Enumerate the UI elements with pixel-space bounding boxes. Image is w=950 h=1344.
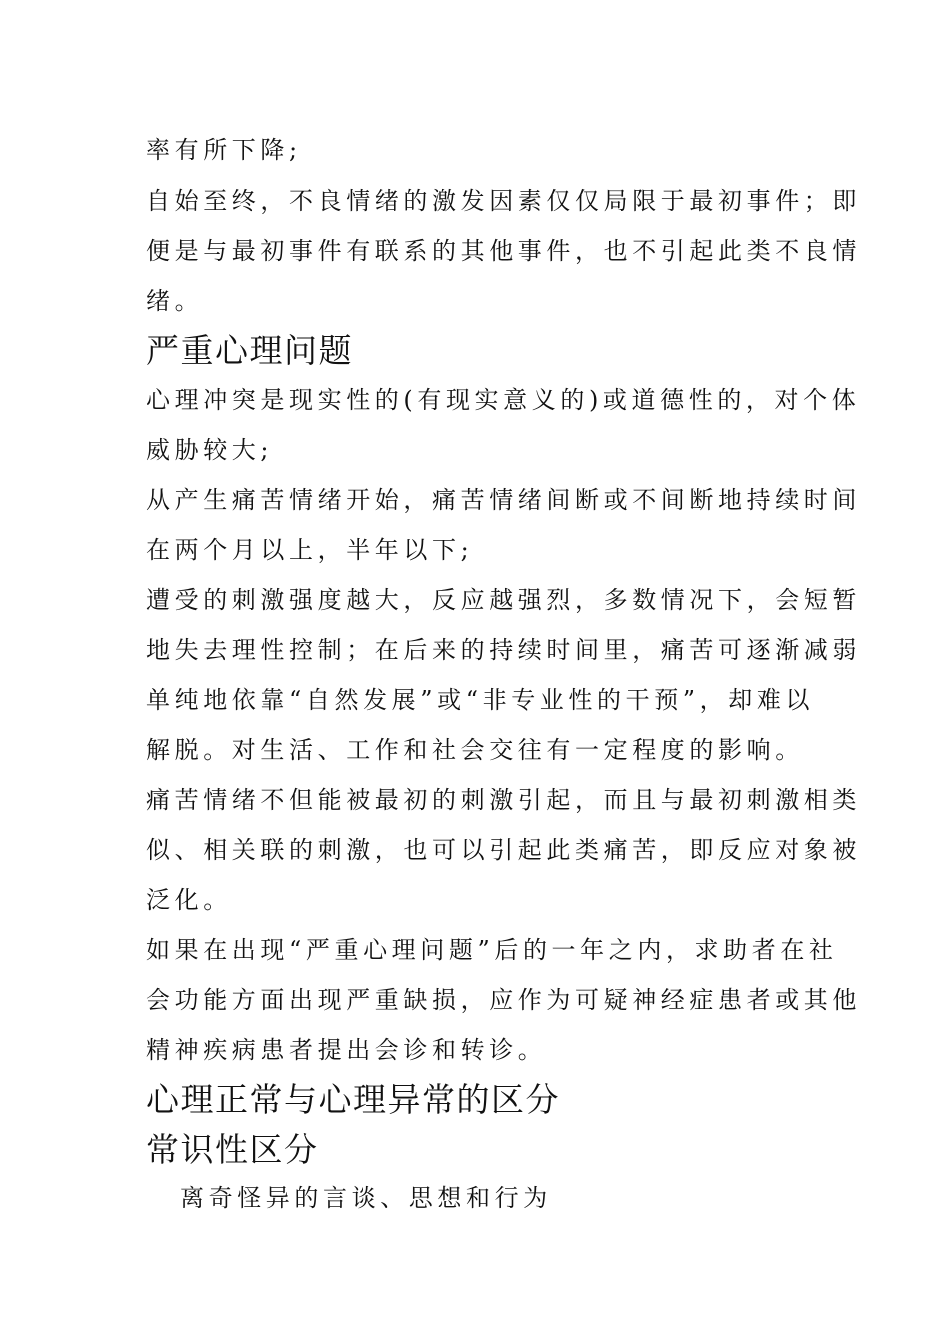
paragraph-line: 在两个月以上，半年以下;: [146, 536, 474, 564]
paragraph-line: 解脱。对生活、工作和社会交往有一定程度的影响。: [146, 736, 804, 764]
paragraph-line: 率有所下降;: [146, 136, 302, 164]
paragraph-line: 单纯地依靠“自然发展”或“非专业性的干预”，却难以: [146, 686, 815, 714]
paragraph-line: 从产生痛苦情绪开始，痛苦情绪间断或不间断地持续时间: [146, 486, 861, 514]
list-item: 离奇怪异的言谈、思想和行为: [180, 1184, 552, 1212]
paragraph-line: 便是与最初事件有联系的其他事件，也不引起此类不良情: [146, 237, 861, 265]
paragraph-line: 痛苦情绪不但能被最初的刺激引起，而且与最初刺激相类: [146, 786, 861, 814]
paragraph-line: 遭受的刺激强度越大，反应越强烈，多数情况下，会短暂: [146, 586, 861, 614]
paragraph-line: 心理冲突是现实性的(有现实意义的)或道德性的，对个体: [146, 386, 861, 414]
paragraph-line: 如果在出现“严重心理问题”后的一年之内，求助者在社: [146, 936, 838, 964]
paragraph-line: 威胁较大;: [146, 436, 274, 464]
paragraph-line: 绪。: [146, 287, 204, 315]
section-heading-distinction: 心理正常与心理异常的区分: [146, 1080, 560, 1119]
paragraph-line: 似、相关联的刺激，也可以引起此类痛苦，即反应对象被: [146, 836, 861, 864]
paragraph-line: 精神疾病患者提出会诊和转诊。: [146, 1036, 547, 1064]
paragraph-line: 泛化。: [146, 886, 232, 914]
subsection-heading-common-sense: 常识性区分: [146, 1130, 319, 1169]
paragraph-line: 自始至终，不良情绪的激发因素仅仅局限于最初事件；即: [146, 187, 861, 215]
section-heading-serious: 严重心理问题: [146, 331, 353, 370]
paragraph-line: 会功能方面出现严重缺损，应作为可疑神经症患者或其他: [146, 986, 861, 1014]
paragraph-line: 地失去理性控制；在后来的持续时间里，痛苦可逐渐减弱: [146, 636, 861, 664]
